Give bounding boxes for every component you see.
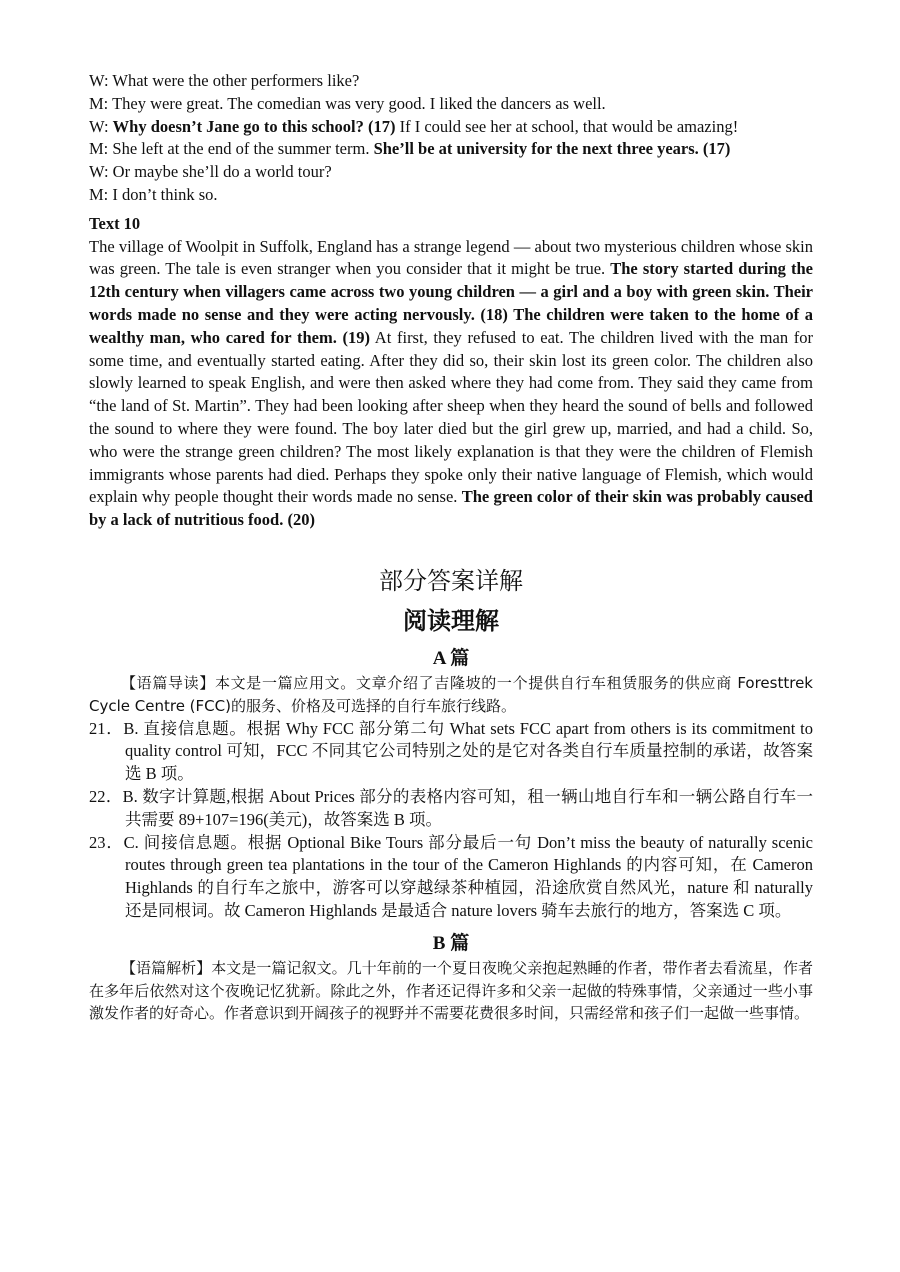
dialogue-line [89,116,813,139]
passage-segment: At first, they refused to eat. The children lived with the man for some time, and eventually started eating. After they did so, their skin lost its green color. The children also slowly learned to speak English, and were then asked where they had come from. They said they came from “the land of St. Martin”. They had been looking after sheep when they heard the sound of bells and followed the sound to where they were found. The boy later died but the girl grew up, married, and had a child. So, who were the strange green children? The most likely explanation is that they were the children of Flemish immigrants whose parents had died. Perhaps they spoke only their native language of Flemish, which would explain why people thought their words made no sense. [89,327,814,507]
section-b-title: B 篇 [432,932,470,954]
answer-number: 21． [89,718,124,738]
text10-passage [89,236,813,532]
section-a-guide: 【语篇导读】本文是一篇应用文。文章介绍了吉隆坡的一个提供自行车租赁服务的供应商 Foresttrek Cycle Centre (FCC)的服务、价格及可选择的自行车旅行线路。 [89,673,813,715]
answer-number: 23． [89,832,124,852]
dialogue-line [89,93,813,116]
answer-text: C. 间接信息题。根据 Optional Bike Tours 部分最后一句 Don’t miss the beauty of naturally scenic routes through green tea plantations in the tour of the Cameron Highlands 的内容可知，在 Cameron Highlands 的自行车之旅中，游客可以穿越绿茶种植园，沿途欣赏自然风光，nature 和 naturally 还是同根词。故 Cameron Highlands 是最适合 nature lovers 骑车去旅行的地方，答案选 C 项。 [123,832,814,920]
speaker: W: [89,116,109,136]
answer-item [89,786,813,832]
speaker: M: [89,184,109,204]
answers-title: 部分答案详解 [379,566,523,595]
line-text: Or maybe she’ll do a world tour? [112,162,332,182]
dialogue-line [89,184,813,207]
dialogue-line [89,70,813,93]
section-a-title: A 篇 [432,647,470,669]
dialogue-line [89,138,813,161]
speaker: M: [89,139,109,159]
passage-segment-bold: The story started during the 12th century when villagers came across two young children — a girl and a boy with green skin. Their words made no sense and they were acting nervously. (18) The children were taken to the home of a wealthy man, who cared for them. (19) [89,259,813,347]
answers-subtitle: 阅读理解 [403,606,499,635]
speaker: W: [89,71,109,90]
speaker: M: [89,93,109,113]
passage-segment: The village of Woolpit in Suffolk, England has a strange legend — about two mysterious children whose skin was green. The tale is even stranger when you consider that it might be true. [89,236,813,279]
line-text: She left at the end of the summer term. [112,139,374,159]
line-text-bold: She’ll be at university for the next three years. (17) [373,139,731,159]
line-text: What were the other performers like? [112,71,360,90]
passage-segment-bold: The green color of their skin was probably caused by a lack of nutritious food. (20) [89,487,813,530]
answer-text: B. 直接信息题。根据 Why FCC 部分第二句 What sets FCC apart from others is its commitment to quality control 可知，FCC 不同其它公司特别之处的是它对各类自行车质量控制的承诺，故答案选 B 项。 [123,718,814,784]
line-text: I don’t think so. [112,184,218,204]
answer-item [89,832,813,923]
line-text-bold: Why doesn’t Jane go to this school? (17) [112,116,396,136]
text10-title: Text 10 [89,213,141,233]
answer-item [89,718,813,786]
dialogue [89,70,813,207]
answer-number: 22． [89,786,123,806]
document-page [89,70,813,1025]
section-b-guide: 【语篇解析】本文是一篇记叙文。几十年前的一个夏日夜晚父亲抱起熟睡的作者，带作者去看流星，作者在多年后依然对这个夜晚记忆犹新。除此之外，作者还记得许多和父亲一起做的特殊事情，父亲通过一些小事激发作者的好奇心。作者意识到开阔孩子的视野并不需要花费很多时间，只需经常和孩子们一起做一些事情。 [89,958,813,1023]
answer-text: B. 数字计算题,根据 About Prices 部分的表格内容可知，租一辆山地自行车和一辆公路自行车一共需要 89+107=196(美元)，故答案选 B 项。 [122,786,813,829]
speaker: W: [89,162,109,182]
line-text: They were great. The comedian was very good. I liked the dancers as well. [112,93,606,113]
line-text: If I could see her at school, that would be amazing! [395,116,739,136]
dialogue-line [89,161,813,184]
